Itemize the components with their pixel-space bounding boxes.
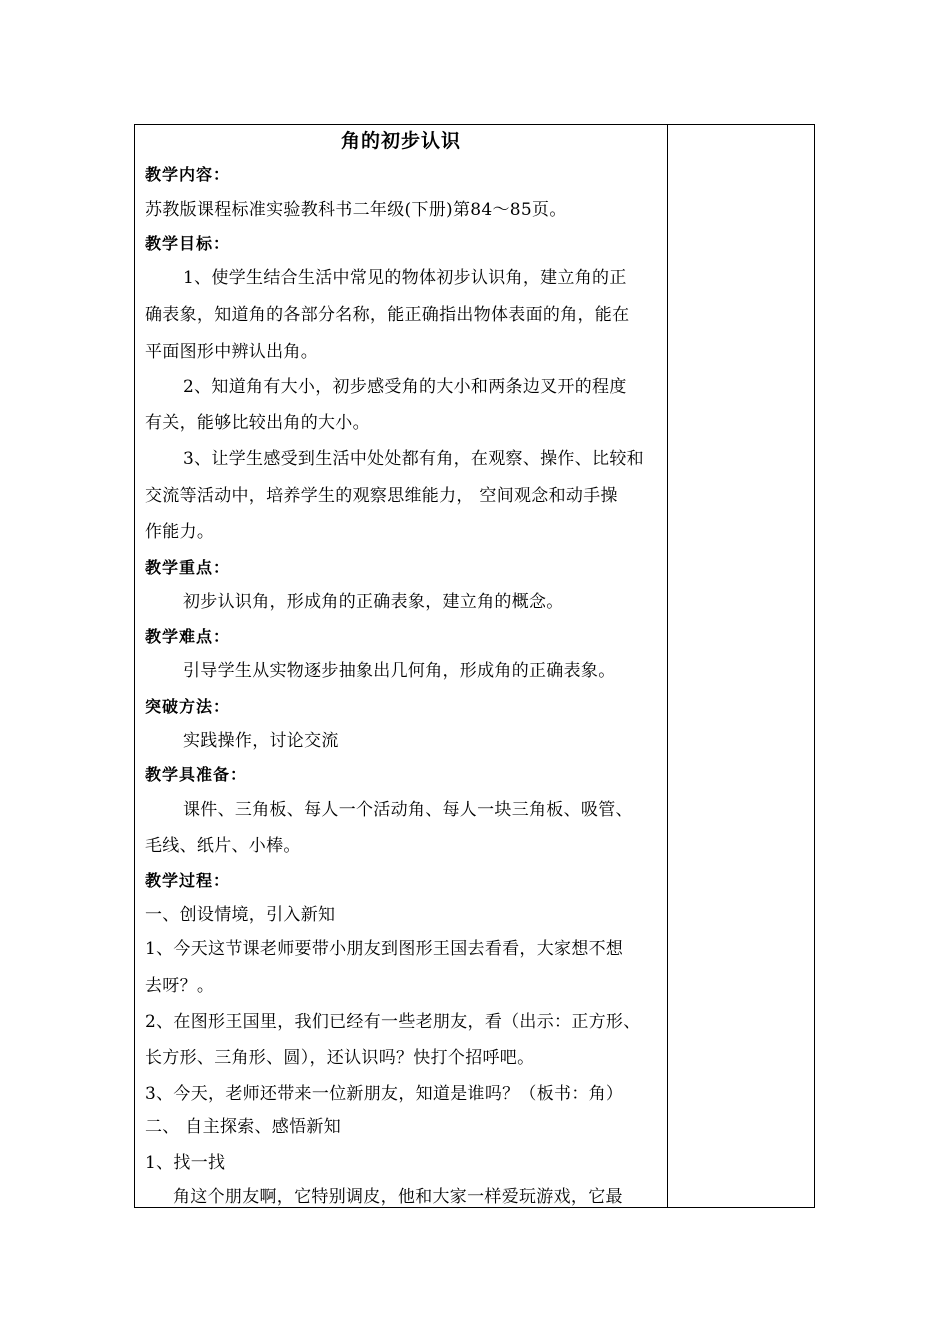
content-text: 苏教版课程标准实验教科书二年级(下册)第84～85页。	[145, 200, 567, 220]
section-heading-content: 教学内容：	[145, 165, 231, 184]
key-points-text: 初步认识角，形成角的正确表象，建立角的概念。	[183, 592, 564, 612]
page-title: 角的初步认识	[340, 130, 461, 152]
process-step-1-heading: 一、创设情境，引入新知	[145, 905, 336, 925]
process-text-2-line-1: 2、在图形王国里，我们已经有一些老朋友，看（出示：正方形、	[145, 1012, 641, 1032]
content-column	[135, 125, 667, 1207]
process-step-2-heading: 二、 自主探索、感悟新知	[145, 1117, 342, 1137]
section-heading-objectives: 教学目标：	[145, 234, 231, 253]
objective-1-line-1: 1、使学生结合生活中常见的物体初步认识角，建立角的正	[183, 268, 627, 288]
materials-line-2: 毛线、纸片、小棒。	[145, 836, 301, 856]
process-substep-find: 1、找一找	[145, 1153, 226, 1173]
process-text-1-line-2: 去呀？。	[145, 976, 215, 996]
objective-3-line-1: 3、让学生感受到生活中处处都有角，在观察、操作、比较和	[183, 449, 644, 469]
objective-2-line-2: 有关，能够比较出角的大小。	[145, 413, 370, 433]
methods-text: 实践操作，讨论交流	[183, 731, 339, 751]
materials-line-1: 课件、三角板、每人一个活动角、每人一块三角板、吸管、	[183, 800, 633, 820]
section-heading-key-points: 教学重点：	[145, 558, 231, 577]
notes-column	[668, 125, 814, 1207]
difficulties-text: 引导学生从实物逐步抽象出几何角，形成角的正确表象。	[183, 661, 616, 681]
process-text-3: 3、今天，老师还带来一位新朋友，知道是谁吗？（板书：角）	[145, 1084, 624, 1104]
section-heading-process: 教学过程：	[145, 871, 231, 890]
process-text-1-line-1: 1、今天这节课老师要带小朋友到图形王国去看看，大家想不想	[145, 939, 624, 959]
objective-3-line-3: 作能力。	[145, 522, 215, 542]
objective-1-line-2: 确表象，知道角的各部分名称，能正确指出物体表面的角，能在	[145, 305, 630, 325]
process-text-2-line-2: 长方形、三角形、圆），还认识吗？快打个招呼吧。	[145, 1048, 535, 1068]
lesson-plan-table	[134, 124, 815, 1208]
section-heading-difficulties: 教学难点：	[145, 627, 231, 646]
process-text-find: 角这个朋友啊，它特别调皮，他和大家一样爱玩游戏，它最	[173, 1187, 623, 1207]
objective-3-line-2: 交流等活动中，培养学生的观察思维能力， 空间观念和动手操	[145, 486, 618, 506]
section-heading-methods: 突破方法：	[145, 697, 231, 716]
objective-2-line-1: 2、知道角有大小，初步感受角的大小和两条边叉开的程度	[183, 377, 627, 397]
objective-1-line-3: 平面图形中辨认出角。	[145, 342, 318, 362]
section-heading-materials: 教学具准备：	[145, 765, 248, 784]
